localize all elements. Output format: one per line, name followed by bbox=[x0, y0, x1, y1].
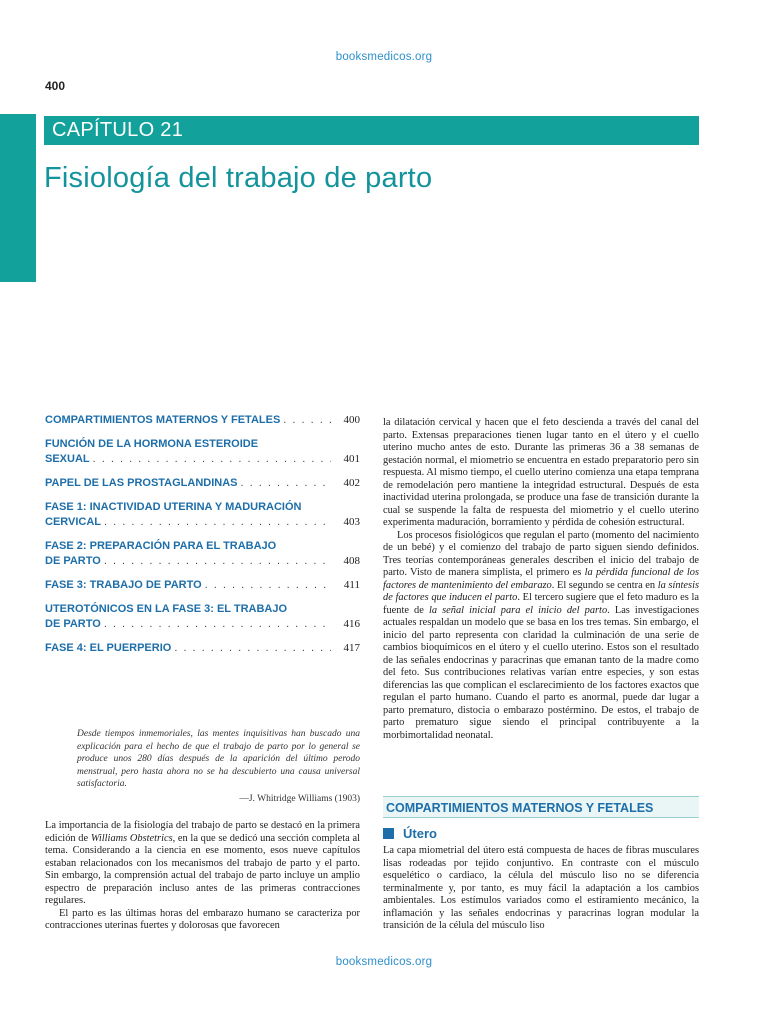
toc-entry-title-line1[interactable]: UTEROTÓNICOS EN LA FASE 3: EL TRABAJO bbox=[45, 603, 288, 615]
toc-entry-title[interactable]: COMPARTIMIENTOS MATERNOS Y FETALES bbox=[45, 414, 281, 426]
epigraph-attribution: —J. Whitridge Williams (1903) bbox=[239, 794, 360, 804]
toc-entry-title[interactable]: DE PARTO bbox=[45, 555, 101, 567]
toc-entry[interactable] bbox=[45, 602, 360, 632]
table-of-contents bbox=[45, 413, 360, 665]
subheading bbox=[383, 826, 437, 841]
toc-entry-title[interactable]: FASE 3: TRABAJO DE PARTO bbox=[45, 579, 202, 591]
toc-entry-title-line1[interactable]: FASE 2: PREPARACIÓN PARA EL TRABAJO bbox=[45, 540, 277, 552]
paragraph: la dilatación cervical y hacen que el feto descienda a través del canal del parto. Extensas preparaciones tienen lugar tanto en el útero y el cuello uterino mucho antes de esto. Durante las primeras 36 a 38 semanas de gestación normal, el miometrio se encuentra en estado preparatorio pero sin respuesta. Al mismo tiempo, el cuello uterino comienza una etapa temprana de remodelación pero mantiene la integridad estructural. Después de esta inactividad uterina prolongada, se produce una fase de transición durante la cual se suspende la falta de respuesta del miometrio y el cuello uterino experimenta maduración, borramiento y pérdida de cohesión estructural. bbox=[383, 417, 699, 528]
toc-entry-page: 401 bbox=[343, 453, 360, 465]
toc-entry[interactable] bbox=[45, 641, 360, 656]
paragraph: Los procesos fisiológicos que regulan el parto (momento del nacimiento de un bebé) y el comienzo del trabajo de parto siguen siendo definidos. Tres teorías contemporáneas generales describen el inicio del trabajo de parto. Visto de manera simplista, el primero es la pérdida funcional de los factores de mantenimiento del embarazo. El segundo se centra en la síntesis de factores que inducen el parto. El tercero sugiere que el feto maduro es la fuente de la señal inicial para el inicio del parto. Las investigaciones actuales respaldan un modelo que se basa en los tres temas. Sin embargo, el inicio del parto representa con claridad la culminación de una serie de cambios bioquímicos en el útero y el cuello uterino. Estos son el resultado de las señales endocrinas y paracrinas que emanan tanto de la madre como del feto. Sus contribuciones relativas varían entre especies, y son estas diferencias las que complican el esclarecimiento de los factores exactos que regulan el parto humano. Cuando el parto es anormal, puede dar lugar a parto prematuro, distocia o embarazo postérmino. De estos, el trabajo de parto prematuro sigue siendo el principal contribuyente a la morbimortalidad neonatal. bbox=[383, 529, 700, 741]
watermark-bottom[interactable]: booksmedicos.org bbox=[335, 956, 433, 968]
toc-entry[interactable] bbox=[45, 578, 360, 593]
toc-entry-page: 417 bbox=[343, 642, 360, 654]
toc-entry-title[interactable]: PAPEL DE LAS PROSTAGLANDINAS bbox=[45, 477, 238, 489]
toc-entry-page: 408 bbox=[343, 555, 360, 567]
toc-entry-page: 400 bbox=[343, 414, 360, 426]
epigraph: Desde tiempos inmemoriales, las mentes inquisitivas han buscado una explicación para el hecho de que el trabajo de parto por lo general se produce unos 280 días después de la aparición del último perodo menstrual, pero hasta ahora no se ha descubierto una causa universal satisfactoria. bbox=[77, 729, 360, 790]
square-bullet-icon bbox=[383, 828, 394, 839]
section-body bbox=[383, 845, 699, 933]
toc-entry-title-line1[interactable]: FASE 1: INACTIVIDAD UTERINA Y MADURACIÓN bbox=[45, 501, 302, 513]
toc-entry[interactable] bbox=[45, 437, 360, 467]
paragraph: La capa miometrial del útero está compuesta de haces de fibras musculares lisas rodeadas por tejido conjuntivo. En contraste con el músculo esquelético o cardiaco, la célula del músculo liso no se diferencia terminalmente y, por tanto, es muy fácil la adaptación a los cambios ambientales. Los estímulos variados como el estiramiento mecánico, la inflamación y las señales endocrinas y paracrinas logran modular la transición de la célula del músculo liso bbox=[383, 845, 699, 931]
toc-entry[interactable] bbox=[45, 539, 360, 569]
toc-entry-page: 403 bbox=[343, 516, 360, 528]
toc-entry[interactable] bbox=[45, 476, 360, 491]
paragraph: El parto es las últimas horas del embarazo humano se caracteriza por contracciones uterinas fuertes y dolorosas que favorecen bbox=[45, 907, 360, 931]
toc-entry-title-line1[interactable]: FUNCIÓN DE LA HORMONA ESTEROIDE bbox=[45, 438, 259, 450]
toc-entry[interactable] bbox=[45, 500, 360, 530]
toc-entry-page: 411 bbox=[343, 579, 360, 591]
side-tab bbox=[0, 114, 36, 282]
chapter-title: Fisiología del trabajo de parto bbox=[44, 162, 433, 194]
toc-entry-title[interactable]: DE PARTO bbox=[45, 618, 101, 630]
toc-entry-title[interactable]: SEXUAL bbox=[45, 453, 90, 465]
right-column-body bbox=[383, 417, 699, 742]
page-number: 400 bbox=[45, 79, 66, 93]
left-column-body bbox=[45, 820, 360, 933]
section-heading: COMPARTIMIENTOS MATERNOS Y FETALES bbox=[383, 796, 699, 818]
toc-entry[interactable] bbox=[45, 413, 360, 428]
toc-entry-title[interactable]: FASE 4: EL PUERPERIO bbox=[45, 642, 172, 654]
watermark-top[interactable]: booksmedicos.org bbox=[335, 51, 433, 63]
chapter-label: CAPÍTULO 21 bbox=[44, 116, 699, 145]
paragraph: La importancia de la fisiología del trabajo de parto se destacó en la primera edición de Williams Obstetrics, en la que se dedicó una sección completa al tema. Considerando a la ciencia en ese momento, esos nueve capítulos estaban relacionados con los mecanismos del trabajo de parto y el parto. Sin embargo, la comprensión actual del trabajo de parto incluye un amplio espectro de preparación incluso antes de las primeras contracciones regulares. bbox=[45, 820, 360, 906]
toc-entry-page: 402 bbox=[343, 477, 360, 489]
subheading-label: Útero bbox=[403, 826, 437, 841]
toc-entry-title[interactable]: CERVICAL bbox=[45, 516, 102, 528]
toc-entry-page: 416 bbox=[343, 618, 360, 630]
